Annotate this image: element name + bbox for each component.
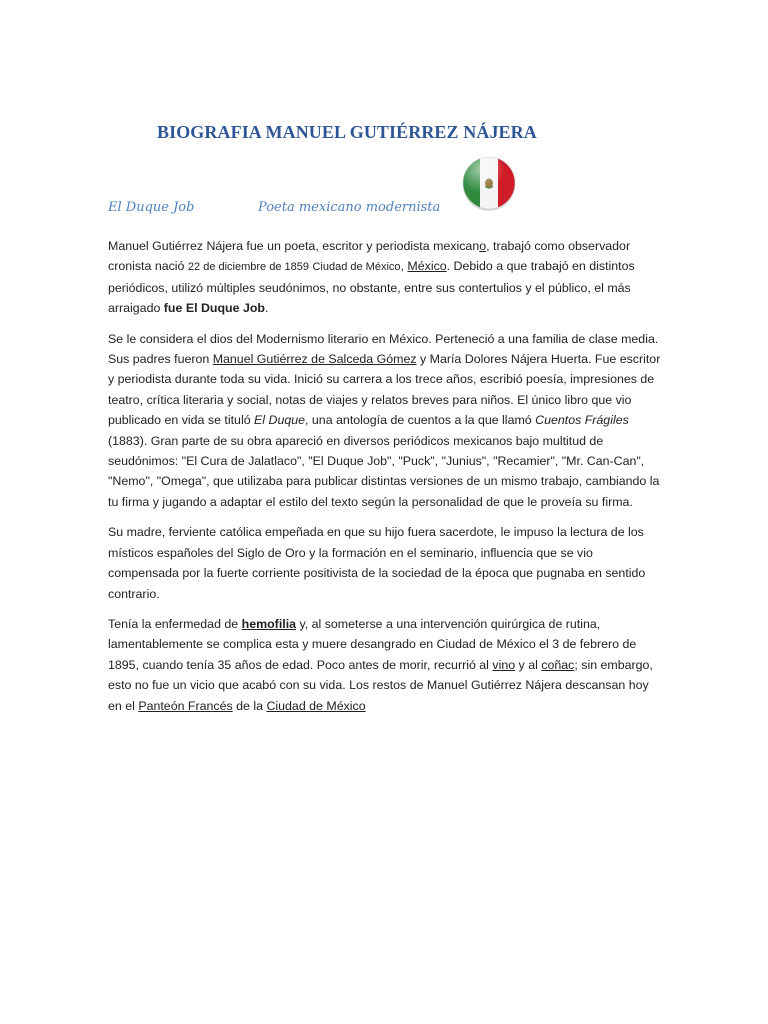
- page-title: BIOGRAFIA MANUEL GUTIÉRREZ NÁJERA: [157, 122, 537, 142]
- biography-body: [108, 236, 664, 726]
- mexicano-link[interactable]: o: [479, 239, 487, 253]
- subtitle-right: Poeta mexicano modernista: [258, 200, 441, 215]
- paragraph-1: Manuel Gutiérrez Nájera fue un poeta, escritor y periodista mexicano, trabajó como observador cronista nació 22 de diciembre de 1859 Ciudad de México, México. Debido a que trabajó en distintos periódicos, utilizó múltiples seudónimos, no obstante, entre sus contertulios y el público, el más arraigado fue El Duque Job.: [108, 239, 635, 316]
- panteon-frances-link[interactable]: Panteón Francés: [138, 698, 233, 713]
- pseudonym-bold: fue El Duque Job: [163, 301, 265, 316]
- mexico-link[interactable]: México: [407, 259, 447, 274]
- subtitle-row: [108, 200, 468, 215]
- ciudad-de-mexico-link[interactable]: Ciudad de México: [266, 698, 366, 713]
- paragraph-2: Se le considera el dios del Modernismo literario en México. Perteneció a una familia de clase media. Sus padres fueron Manuel Gutiérrez de Salceda Gómez y María Dolores Nájera Huerta. Fue escritor y periodista durante toda su vida. Inició su carrera a los trece años, escribió poesía, impresiones de teatro, crítica literaria y social, notas de viajes y relatos breves para niños. El único libro que vio publicado en vida se tituló El Duque, una antología de cuentos a la que llamó Cuentos Frágiles (1883). Gran parte de su obra apareció en diversos periódicos mexicanos bajo multitud de seudónimos: "El Cura de Jalatlaco", "El Duque Job", "Puck", "Junius", "Recamier", "Mr. Can-Can", "Nemo", "Omega", que utilizaba para publicar distintas versiones de un mismo trabajo, cambiando la tu firma y jugando a adaptar el estilo del texto según la personalidad de que le proveía su firma.: [108, 331, 661, 509]
- birth-city: Ciudad de México: [312, 261, 401, 274]
- vino-link[interactable]: vino: [492, 657, 516, 672]
- paragraph-4: Tenía la enfermedad de hemofilia y, al someterse a una intervención quirúrgica de rutina, lamentablemente se complica esta y muere desangrado en Ciudad de México el 3 de febrero de 1895, cuando tenía 35 años de edad. Poco antes de morir, recurrió al vino y al coñac; sin embargo, esto no fue un vicio que acabó con su vida. Los restos de Manuel Gutiérrez Nájera descansan hoy en el Panteón Francés de la Ciudad de México: [108, 616, 653, 713]
- father-link[interactable]: Manuel Gutiérrez de Salceda Gómez: [212, 352, 417, 367]
- hemofilia-link[interactable]: hemofilia: [241, 616, 297, 631]
- birth-date: 22 de diciembre de 1859: [187, 261, 309, 274]
- paragraph-3: Su madre, ferviente católica empeñada en que su hijo fuera sacerdote, le impuso la lectura de los místicos españoles del Siglo de Oro y la formación en el seminario, influencia que se vio compensada por la fuerte corriente positivista de la sociedad de la época que pugnaba en sentido contrario.: [108, 525, 646, 601]
- book-cuentos-fragiles: Cuentos Frágiles: [535, 413, 629, 428]
- mexico-flag-icon: [461, 155, 517, 211]
- conac-link[interactable]: coñac: [541, 657, 575, 672]
- book-el-duque: El Duque: [254, 413, 306, 428]
- subtitle-left: El Duque Job: [108, 200, 195, 215]
